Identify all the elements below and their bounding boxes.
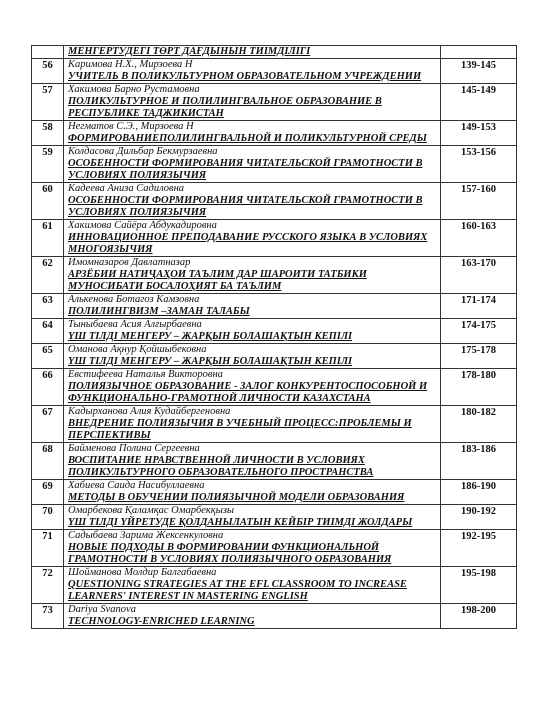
entry-title: УЧИТЕЛЬ В ПОЛИКУЛЬТУРНОМ ОБРАЗОВАТЕЛЬНОМ УЧРЕЖДЕНИИ xyxy=(68,71,422,82)
entry-author: Колдасова Дильбар Бекмурзаевна xyxy=(68,146,218,157)
entry-author: Шойманова Молдир Балгабаевна xyxy=(68,567,217,578)
entry-title: ИННОВАЦИОННОЕ ПРЕПОДАВАНИЕ РУССКОГО ЯЗЫКА В УСЛОВИЯХ МНОГОЯЗЫЧИЯ xyxy=(68,232,428,255)
entry-pages xyxy=(441,46,517,59)
entry-title: ОСОБЕННОСТИ ФОРМИРОВАНИЯ ЧИТАТЕЛЬСКОЙ ГРАМОТНОСТИ В УСЛОВИЯХ ПОЛИЯЗЫЧИЯ xyxy=(68,158,423,181)
entry-cell xyxy=(64,567,441,604)
entry-cell xyxy=(64,257,441,294)
entry-pages: 190-192 xyxy=(441,505,517,530)
entry-title: АРЗЁБИИ НАТИҶАҲОИ ТАЪЛИМ ДАР ШАРОИТИ ТАТБИКИ МУНОСИБАТИ БОСАЛОҲИЯТ БА ТАЪЛИМ xyxy=(68,269,367,292)
entry-number: 58 xyxy=(32,121,64,146)
entry-cell xyxy=(64,604,441,629)
entry-number: 68 xyxy=(32,443,64,480)
toc-row xyxy=(32,505,517,530)
entry-pages: 175-178 xyxy=(441,344,517,369)
entry-author: Байменова Полина Сергеевна xyxy=(68,443,200,454)
entry-number: 57 xyxy=(32,84,64,121)
entry-title: ОСОБЕННОСТИ ФОРМИРОВАНИЯ ЧИТАТЕЛЬСКОЙ ГРАМОТНОСТИ В УСЛОВИЯХ ПОЛИЯЗЫЧИЯ xyxy=(68,195,423,218)
entry-number: 64 xyxy=(32,319,64,344)
toc-row xyxy=(32,319,517,344)
entry-cell xyxy=(64,220,441,257)
entry-author: Хабиева Саида Насибуллаевна xyxy=(68,480,205,491)
entry-author: Евстифеева Наталья Викторовна xyxy=(68,369,223,380)
entry-number: 73 xyxy=(32,604,64,629)
toc-row xyxy=(32,567,517,604)
entry-pages: 160-163 xyxy=(441,220,517,257)
entry-title: ПОЛИЯЗЫЧНОЕ ОБРАЗОВАНИЕ - ЗАЛОГ КОНКУРЕНТОСПОСОБНОЙ И ФУНКЦИОНАЛЬНО-ГРАМОТНОЙ ЛИЧНОСТИ КАЗАХСТАНА xyxy=(68,381,428,404)
entry-author: Садыбаева Зарима Жексенкуловна xyxy=(68,530,224,541)
entry-pages: 174-175 xyxy=(441,319,517,344)
entry-author: Хакимова Барно Рустамовна xyxy=(68,84,200,95)
entry-pages: 180-182 xyxy=(441,406,517,443)
toc-row xyxy=(32,183,517,220)
entry-cell xyxy=(64,480,441,505)
entry-title: ВНЕДРЕНИЕ ПОЛИЯЗЫЧИЯ В УЧЕБНЫЙ ПРОЦЕСС:ПРОБЛЕМЫ И ПЕРСПЕКТИВЫ xyxy=(68,418,412,441)
entry-cell xyxy=(64,369,441,406)
entry-cell xyxy=(64,46,441,59)
entry-title: НОВЫЕ ПОДХОДЫ В ФОРМИРОВАНИИ ФУНКЦИОНАЛЬНОЙ ГРАМОТНОСТИ В УСЛОВИЯХ ПОЛИЯЗЫЧНОГО ОБРАЗОВАНИЯ xyxy=(68,542,392,565)
entry-pages: 157-160 xyxy=(441,183,517,220)
toc-row xyxy=(32,146,517,183)
entry-title: ҮШ ТІЛДІ МЕНГЕРУ – ЖАРҚЫН БОЛАШАҚТЫН КЕПІЛІ xyxy=(68,331,353,342)
entry-number: 60 xyxy=(32,183,64,220)
toc-row xyxy=(32,220,517,257)
table-of-contents xyxy=(31,45,517,629)
entry-number: 59 xyxy=(32,146,64,183)
entry-author: Каримова Н.Х., Мирзоева Н xyxy=(68,59,193,70)
entry-number xyxy=(32,46,64,59)
entry-pages: 195-198 xyxy=(441,567,517,604)
entry-title: МЕНГЕРТУДЕГІ ТӨРТ ДАҒДЫНЫН ТИІМДІЛІГІ xyxy=(68,46,311,57)
entry-author: Хакимова Сайёра Абдукадировна xyxy=(68,220,217,231)
entry-cell xyxy=(64,121,441,146)
entry-number: 72 xyxy=(32,567,64,604)
entry-pages: 171-174 xyxy=(441,294,517,319)
toc-row xyxy=(32,406,517,443)
entry-number: 63 xyxy=(32,294,64,319)
entry-title: МЕТОДЫ В ОБУЧЕНИИ ПОЛИЯЗЫЧНОЙ МОДЕЛИ ОБРАЗОВАНИЯ xyxy=(68,492,405,503)
entry-pages: 139-145 xyxy=(441,59,517,84)
entry-pages: 163-170 xyxy=(441,257,517,294)
entry-cell xyxy=(64,146,441,183)
entry-number: 67 xyxy=(32,406,64,443)
entry-number: 66 xyxy=(32,369,64,406)
entry-cell xyxy=(64,406,441,443)
entry-cell xyxy=(64,319,441,344)
entry-number: 65 xyxy=(32,344,64,369)
entry-number: 70 xyxy=(32,505,64,530)
entry-title: TECHNOLOGY-ENRICHED LEARNING xyxy=(68,616,255,627)
entry-pages: 186-190 xyxy=(441,480,517,505)
entry-number: 62 xyxy=(32,257,64,294)
entry-pages: 198-200 xyxy=(441,604,517,629)
toc-row xyxy=(32,530,517,567)
entry-author: Алькенова Ботагоз Камзовна xyxy=(68,294,200,305)
toc-body xyxy=(32,46,517,629)
entry-pages: 145-149 xyxy=(441,84,517,121)
entry-cell xyxy=(64,443,441,480)
entry-cell xyxy=(64,84,441,121)
entry-author: Негматов С.Э., Мирзоева Н xyxy=(68,121,194,132)
entry-title: QUESTIONING STRATEGIES AT THE EFL CLASSROOM TO INCREASE LEARNERS' INTEREST IN MASTERING ENGLISH xyxy=(68,579,407,602)
entry-author: Dariya Svanova xyxy=(68,604,136,615)
toc-row xyxy=(32,480,517,505)
entry-author: Тыныбаева Асия Алғырбаевна xyxy=(68,319,202,330)
entry-title: ПОЛИКУЛЬТУРНОЕ И ПОЛИЛИНГВАЛЬНОЕ ОБРАЗОВАНИЕ В РЕСПУБЛИКЕ ТАДЖИКИСТАН xyxy=(68,96,382,119)
entry-pages: 178-180 xyxy=(441,369,517,406)
entry-cell xyxy=(64,183,441,220)
entry-pages: 149-153 xyxy=(441,121,517,146)
entry-title: ФОРМИРОВАНИЕПОЛИЛИНГВАЛЬНОЙ И ПОЛИКУЛЬТУРНОЙ СРЕДЫ xyxy=(68,133,427,144)
entry-author: Омарбекова Қаламқас Омарбекқызы xyxy=(68,505,235,516)
entry-author: Кадырханова Алия Кудайбергеновна xyxy=(68,406,231,417)
entry-title: ҮШ ТІЛДІ МЕНГЕРУ – ЖАРҚЫН БОЛАШАҚТЫН КЕПІЛІ xyxy=(68,356,353,367)
entry-pages: 153-156 xyxy=(441,146,517,183)
entry-author: Кадеева Аниза Садиловна xyxy=(68,183,185,194)
entry-author: Оманова Ақнур Қойшыбековна xyxy=(68,344,207,355)
toc-row xyxy=(32,84,517,121)
entry-title: ҮШ ТІЛДІ ҮЙРЕТУДЕ ҚОЛДАНЫЛАТЫН КЕЙБІР ТИІМДІ ЖОЛДАРЫ xyxy=(68,517,413,528)
entry-number: 71 xyxy=(32,530,64,567)
entry-author: Имомназаров Давлатназар xyxy=(68,257,191,268)
entry-pages: 183-186 xyxy=(441,443,517,480)
toc-row xyxy=(32,257,517,294)
toc-row xyxy=(32,59,517,84)
toc-row xyxy=(32,443,517,480)
entry-title: ВОСПИТАНИЕ НРАВСТВЕННОЙ ЛИЧНОСТИ В УСЛОВИЯХ ПОЛИКУЛЬТУРНОГО ОБРАЗОВАТЕЛЬНОГО ПРОСТРАНСТВА xyxy=(68,455,374,478)
entry-cell xyxy=(64,344,441,369)
toc-row xyxy=(32,121,517,146)
toc-row xyxy=(32,604,517,629)
entry-cell xyxy=(64,294,441,319)
toc-row xyxy=(32,344,517,369)
entry-cell xyxy=(64,505,441,530)
entry-number: 61 xyxy=(32,220,64,257)
entry-number: 56 xyxy=(32,59,64,84)
entry-cell xyxy=(64,59,441,84)
entry-pages: 192-195 xyxy=(441,530,517,567)
entry-title: ПОЛИЛИНГВИЗМ –ЗАМАН ТАЛАБЫ xyxy=(68,306,250,317)
toc-row-continued xyxy=(32,46,517,59)
toc-row xyxy=(32,294,517,319)
entry-cell xyxy=(64,530,441,567)
entry-number: 69 xyxy=(32,480,64,505)
toc-row xyxy=(32,369,517,406)
